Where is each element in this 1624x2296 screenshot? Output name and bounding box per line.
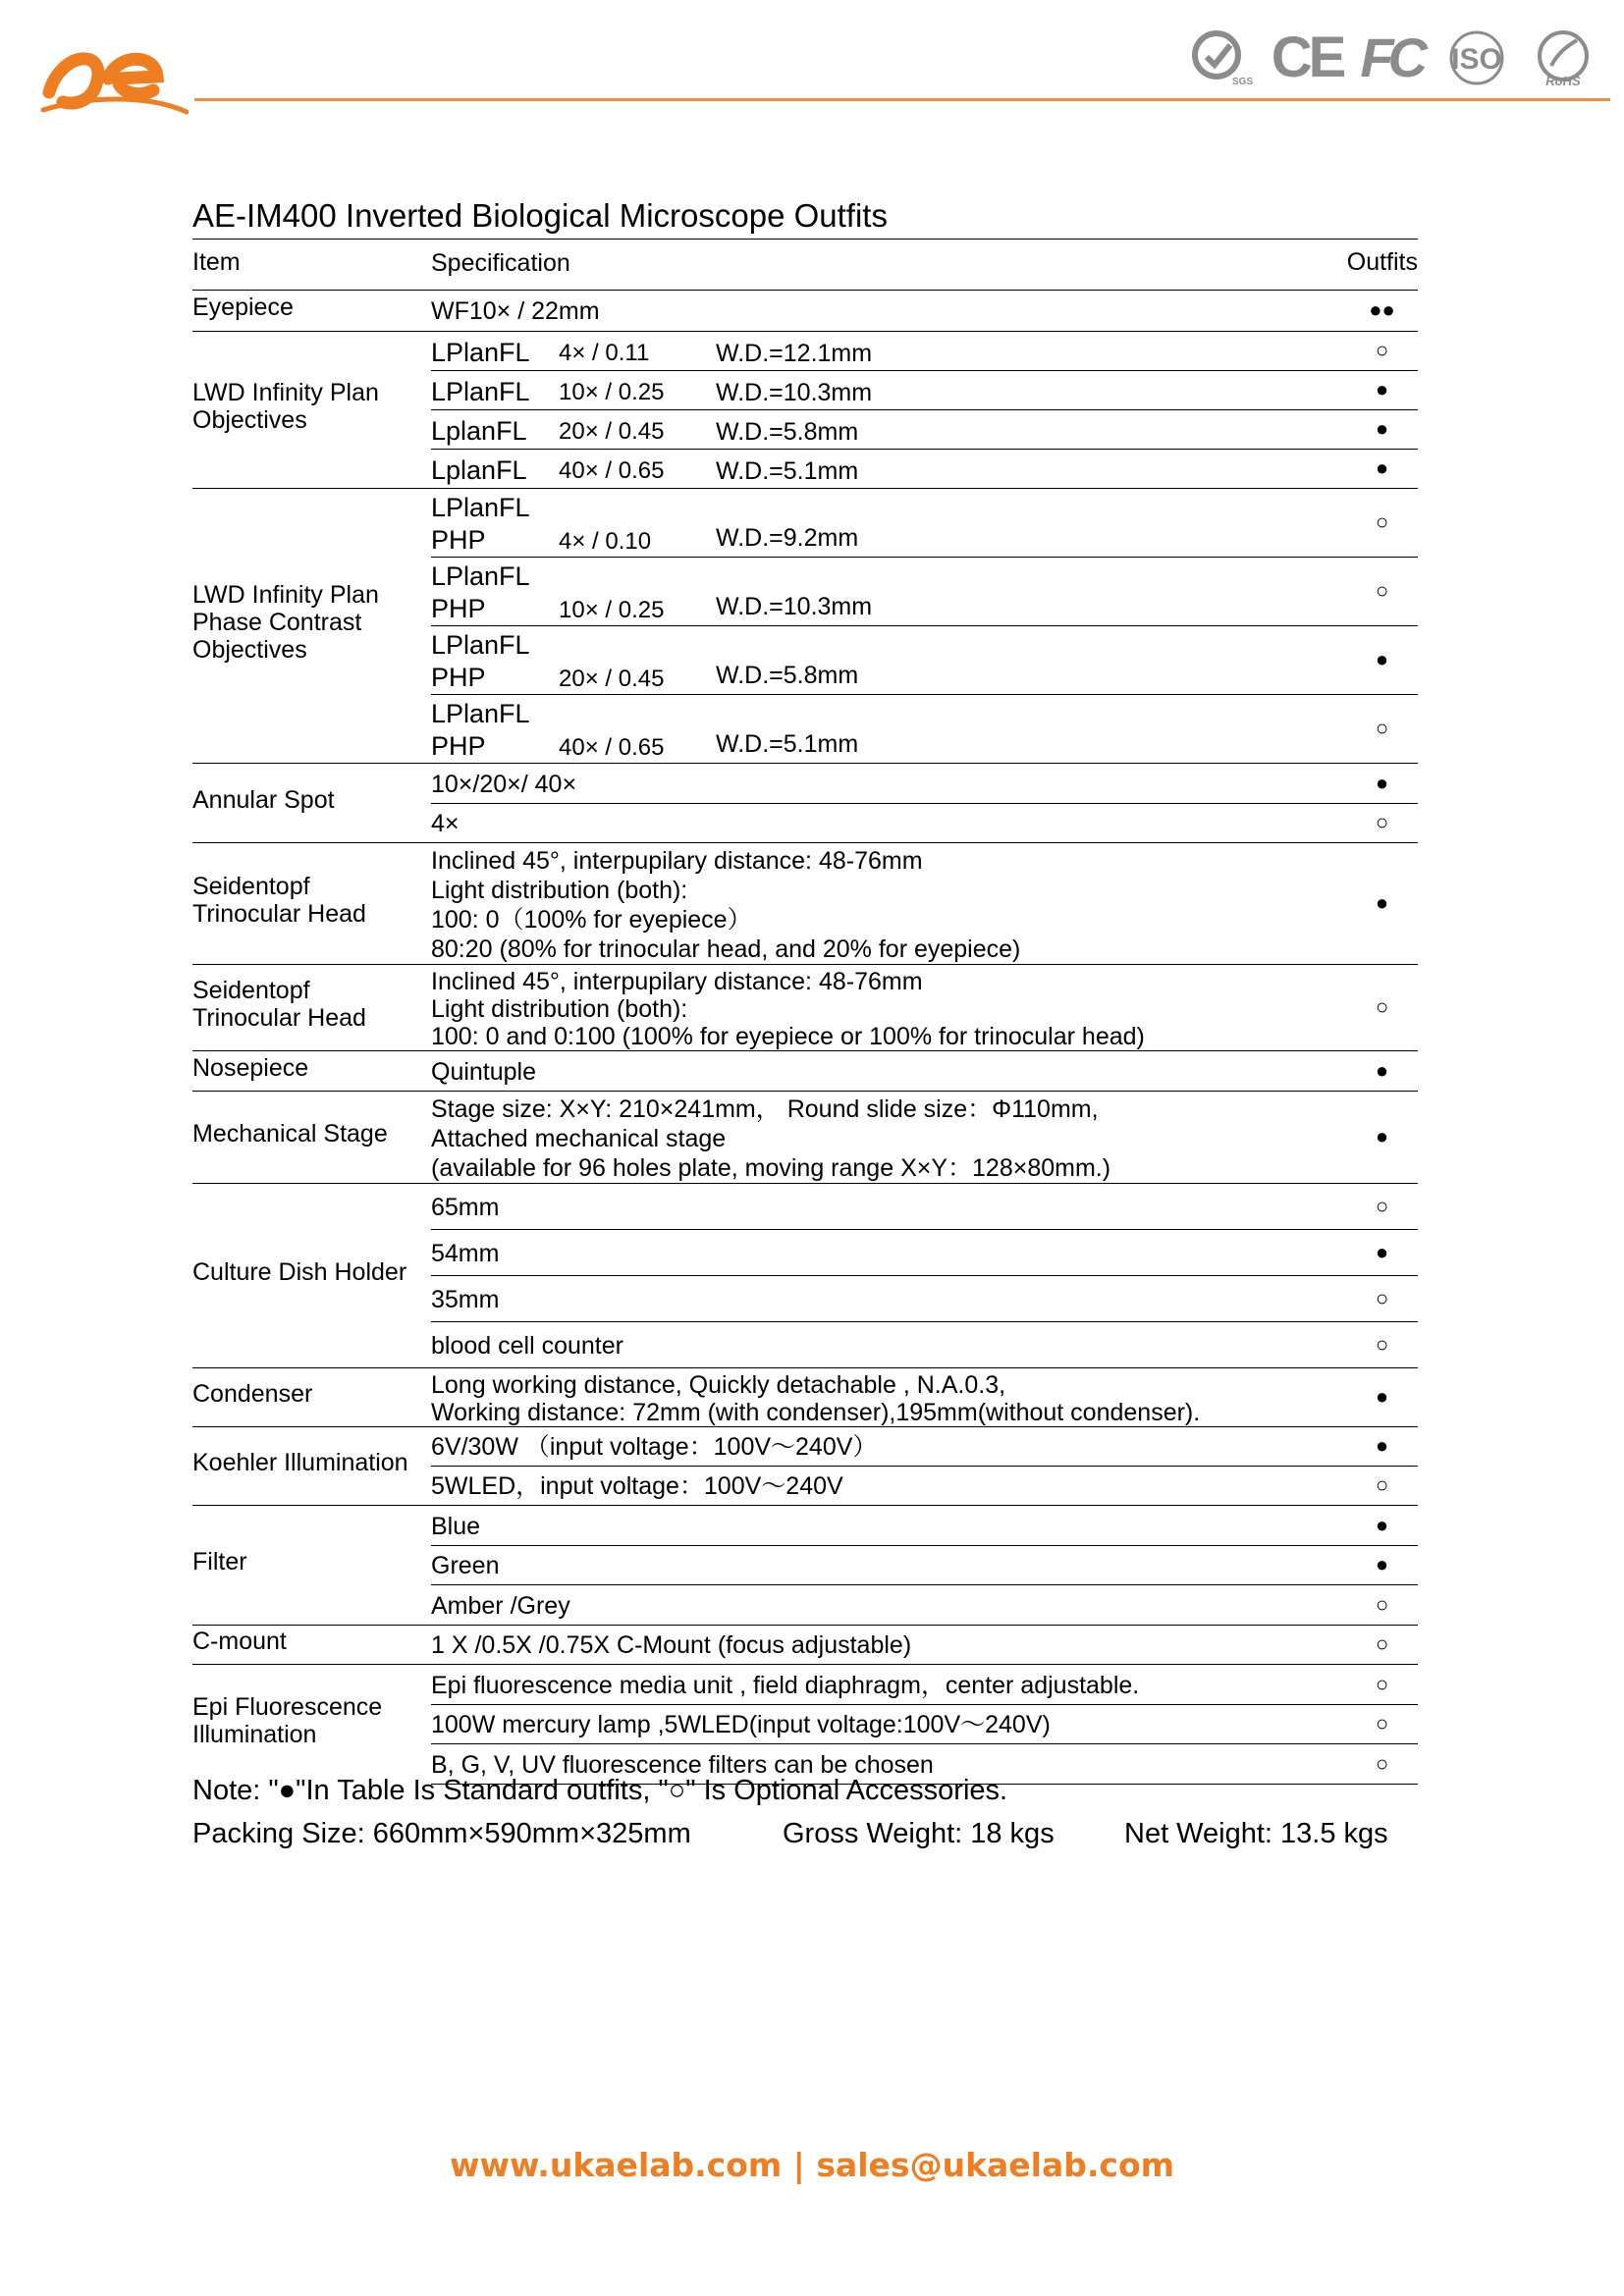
- objective-name: LPlanFL: [431, 376, 530, 406]
- table-row: [192, 842, 1418, 964]
- objective-wd: W.D.=10.3mm: [716, 592, 873, 620]
- spec-line: 80:20 (80% for trinocular head, and 20% for eyepiece): [431, 934, 1021, 963]
- spec-line: Working distance: 72mm (with condenser),195mm(without condenser).: [431, 1398, 1201, 1426]
- document-title: AE-IM400 Inverted Biological Microscope Outfits: [192, 197, 888, 234]
- item-mechanical-stage: Mechanical Stage: [192, 1091, 431, 1183]
- outfit-mark: ●: [1346, 409, 1418, 449]
- outfit-mark: ●: [1346, 1545, 1418, 1584]
- rohs-certification-icon: [1532, 27, 1595, 89]
- spec-cell: blood cell counter: [431, 1321, 1346, 1367]
- outfit-mark: ○: [1346, 331, 1418, 370]
- objective-suffix: PHP: [431, 662, 486, 692]
- outfit-mark: ●: [1346, 449, 1418, 488]
- spec-line: 100: 0 and 0:100 (100% for eyepiece or 100% for trinocular head): [431, 1022, 1145, 1050]
- spec-cell: [431, 964, 1346, 1050]
- spec-cell: 54mm: [431, 1229, 1346, 1275]
- header-rule: [194, 98, 1610, 101]
- outfit-mark: ○: [1346, 694, 1418, 763]
- spec-cell: Blue: [431, 1505, 1346, 1545]
- item-lwd-objectives: LWD Infinity Plan Objectives: [192, 331, 431, 488]
- col-header-outfits: Outfits: [1346, 248, 1418, 277]
- table-row: [192, 488, 1418, 557]
- item-trinocular-head: Seidentopf Trinocular Head: [192, 842, 431, 964]
- gross-weight: Gross Weight: 18 kgs: [783, 1818, 1055, 1849]
- objective-name: LPlanFL: [431, 492, 530, 522]
- svg-text:RoHS: RoHS: [1545, 74, 1581, 88]
- item-epi-fluorescence: Epi Fluorescence Illumination: [192, 1664, 431, 1784]
- outfit-mark: ○: [1346, 488, 1418, 557]
- objective-wd: W.D.=5.1mm: [716, 456, 859, 485]
- objective-cell: [431, 449, 1346, 488]
- table-row: [192, 1426, 1418, 1466]
- table-row: [192, 1183, 1418, 1229]
- iso-certification-icon: [1439, 27, 1514, 88]
- outfit-mark: ●: [1346, 1505, 1418, 1545]
- objective-mag: 40× / 0.65: [559, 733, 665, 761]
- objective-wd: W.D.=5.8mm: [716, 417, 859, 446]
- objective-suffix: PHP: [431, 524, 486, 555]
- title-rule: [192, 239, 1418, 240]
- item-culture-dish-holder: Culture Dish Holder: [192, 1183, 431, 1367]
- table-row: [192, 1625, 1418, 1664]
- footer-contact[interactable]: www.ukaelab.com | sales@ukaelab.com: [449, 2146, 1175, 2184]
- objective-mag: 40× / 0.65: [559, 456, 665, 484]
- objective-mag: 4× / 0.11: [559, 339, 650, 366]
- outfit-mark: ○: [1346, 1664, 1418, 1704]
- item-annular-spot: Annular Spot: [192, 763, 431, 842]
- packing-size: Packing Size: 660mm×590mm×325mm: [192, 1818, 691, 1849]
- table-header-row: [192, 241, 1418, 290]
- item-phase-contrast-objectives: LWD Infinity Plan Phase Contrast Objectives: [192, 488, 431, 763]
- outfit-mark: ○: [1346, 1321, 1418, 1367]
- spec-cell: 65mm: [431, 1183, 1346, 1229]
- objective-name: LPlanFL: [431, 337, 530, 367]
- item-c-mount: C-mount: [192, 1625, 431, 1664]
- objective-wd: W.D.=5.1mm: [716, 729, 859, 758]
- sgs-certification-icon: [1189, 27, 1254, 88]
- sgs-label: SGS: [1231, 77, 1253, 87]
- outfit-mark: ○: [1346, 1743, 1418, 1784]
- objective-mag: 20× / 0.45: [559, 417, 665, 445]
- spec-cell: 5WLED，input voltage：100V～240V: [431, 1466, 1346, 1505]
- objective-cell: [431, 331, 1346, 370]
- spec-cell: 4×: [431, 803, 1346, 842]
- objective-name: LPlanFL: [431, 698, 530, 728]
- outfit-mark: ●: [1346, 370, 1418, 409]
- item-trinocular-head: Seidentopf Trinocular Head: [192, 964, 431, 1050]
- spec-table: [192, 241, 1418, 1785]
- table-row: [192, 1091, 1418, 1183]
- spec-cell: 6V/30W （input voltage：100V～240V）: [431, 1426, 1346, 1466]
- outfit-mark: ○: [1346, 1183, 1418, 1229]
- item-condenser: Condenser: [192, 1367, 431, 1426]
- objective-cell: [431, 488, 1346, 557]
- spec-line: Inclined 45°, interpupilary distance: 48-76mm: [431, 846, 923, 875]
- spec-line: Light distribution (both):: [431, 876, 688, 904]
- spec-cell: Epi fluorescence media unit , field diaphragm，center adjustable.: [431, 1664, 1346, 1704]
- item-koehler-illumination: Koehler Illumination: [192, 1426, 431, 1505]
- objective-cell: [431, 409, 1346, 449]
- spec-cell: 100W mercury lamp ,5WLED(input voltage:100V～240V): [431, 1704, 1346, 1743]
- spec-cell: [431, 1367, 1346, 1426]
- outfit-mark: ○: [1346, 803, 1418, 842]
- table-row: [192, 1505, 1418, 1545]
- ce-certification-icon: CE: [1271, 26, 1343, 89]
- objective-name: LPlanFL: [431, 629, 530, 660]
- outfit-mark: ●: [1346, 1050, 1418, 1091]
- outfit-mark: ●●: [1346, 290, 1418, 331]
- legend-note: Note: "●"In Table Is Standard outfits, "○" Is Optional Accessories.: [192, 1775, 1008, 1806]
- objective-mag: 10× / 0.25: [559, 378, 665, 405]
- spec-line: Light distribution (both):: [431, 994, 688, 1023]
- certification-logos: [1189, 27, 1595, 88]
- fc-certification-icon: FC: [1360, 27, 1422, 88]
- objective-mag: 4× / 0.10: [559, 527, 652, 555]
- spec-line: Long working distance, Quickly detachable , N.A.0.3,: [431, 1370, 1006, 1399]
- spec-line: Attached mechanical stage: [431, 1124, 727, 1152]
- table-row: [192, 964, 1418, 1050]
- spec-cell: 1 X /0.5X /0.75X C-Mount (focus adjustable): [431, 1625, 1346, 1664]
- spec-line: Inclined 45°, interpupilary distance: 48-76mm: [431, 967, 923, 995]
- spec-cell: Quintuple: [431, 1050, 1346, 1091]
- table-row: [192, 290, 1418, 331]
- outfit-mark: ○: [1346, 557, 1418, 625]
- item-eyepiece: Eyepiece: [192, 290, 431, 331]
- spec-cell: [431, 1091, 1346, 1183]
- spec-cell: B, G, V, UV fluorescence filters can be chosen: [431, 1743, 1346, 1784]
- spec-line: 100: 0（100% for eyepiece）: [431, 905, 752, 934]
- spec-cell: 35mm: [431, 1275, 1346, 1321]
- spec-cell: Amber /Grey: [431, 1584, 1346, 1625]
- table-row: [192, 331, 1418, 370]
- objective-wd: W.D.=10.3mm: [716, 378, 873, 406]
- table-row: [192, 763, 1418, 803]
- outfit-mark: ●: [1346, 1367, 1418, 1426]
- col-header-spec: Specification: [431, 249, 570, 278]
- spec-cell: WF10× / 22mm: [431, 290, 1346, 331]
- outfit-mark: ○: [1346, 1466, 1418, 1505]
- spec-cell: [431, 842, 1346, 964]
- outfit-mark: ●: [1346, 625, 1418, 694]
- objective-suffix: PHP: [431, 593, 486, 623]
- objective-name: LplanFL: [431, 454, 527, 485]
- objective-wd: W.D.=5.8mm: [716, 661, 859, 689]
- spec-line: Stage size: X×Y: 210×241mm， Round slide size：Φ110mm,: [431, 1095, 1099, 1123]
- item-nosepiece: Nosepiece: [192, 1050, 431, 1091]
- net-weight: Net Weight: 13.5 kgs: [1124, 1818, 1388, 1849]
- ae-logo: [39, 33, 189, 118]
- objective-name: LplanFL: [431, 415, 527, 446]
- spec-line: (available for 96 holes plate, moving range X×Y：128×80mm.): [431, 1153, 1111, 1182]
- table-row: [192, 1367, 1418, 1426]
- objective-name: LPlanFL: [431, 561, 530, 591]
- table-row: [192, 1664, 1418, 1704]
- outfit-mark: ●: [1346, 1091, 1418, 1183]
- objective-mag: 10× / 0.25: [559, 596, 665, 623]
- table-row: [192, 1050, 1418, 1091]
- objective-mag: 20× / 0.45: [559, 665, 665, 692]
- objective-cell: [431, 694, 1346, 763]
- outfit-mark: ●: [1346, 1229, 1418, 1275]
- objective-wd: W.D.=9.2mm: [716, 523, 859, 552]
- col-header-item: Item: [192, 248, 241, 277]
- outfit-mark: ○: [1346, 1704, 1418, 1743]
- outfit-mark: ●: [1346, 1426, 1418, 1466]
- spec-cell: Green: [431, 1545, 1346, 1584]
- objective-wd: W.D.=12.1mm: [716, 339, 873, 367]
- svg-text:ISO: ISO: [1451, 43, 1502, 76]
- outfit-mark: ●: [1346, 763, 1418, 803]
- objective-cell: [431, 370, 1346, 409]
- objective-cell: [431, 625, 1346, 694]
- spec-cell: 10×/20×/ 40×: [431, 763, 1346, 803]
- objective-cell: [431, 557, 1346, 625]
- outfit-mark: ○: [1346, 1584, 1418, 1625]
- outfit-mark: ○: [1346, 1275, 1418, 1321]
- outfit-mark: ○: [1346, 964, 1418, 1050]
- item-filter: Filter: [192, 1505, 431, 1625]
- outfit-mark: ●: [1346, 842, 1418, 964]
- outfit-mark: ○: [1346, 1625, 1418, 1664]
- objective-suffix: PHP: [431, 730, 486, 761]
